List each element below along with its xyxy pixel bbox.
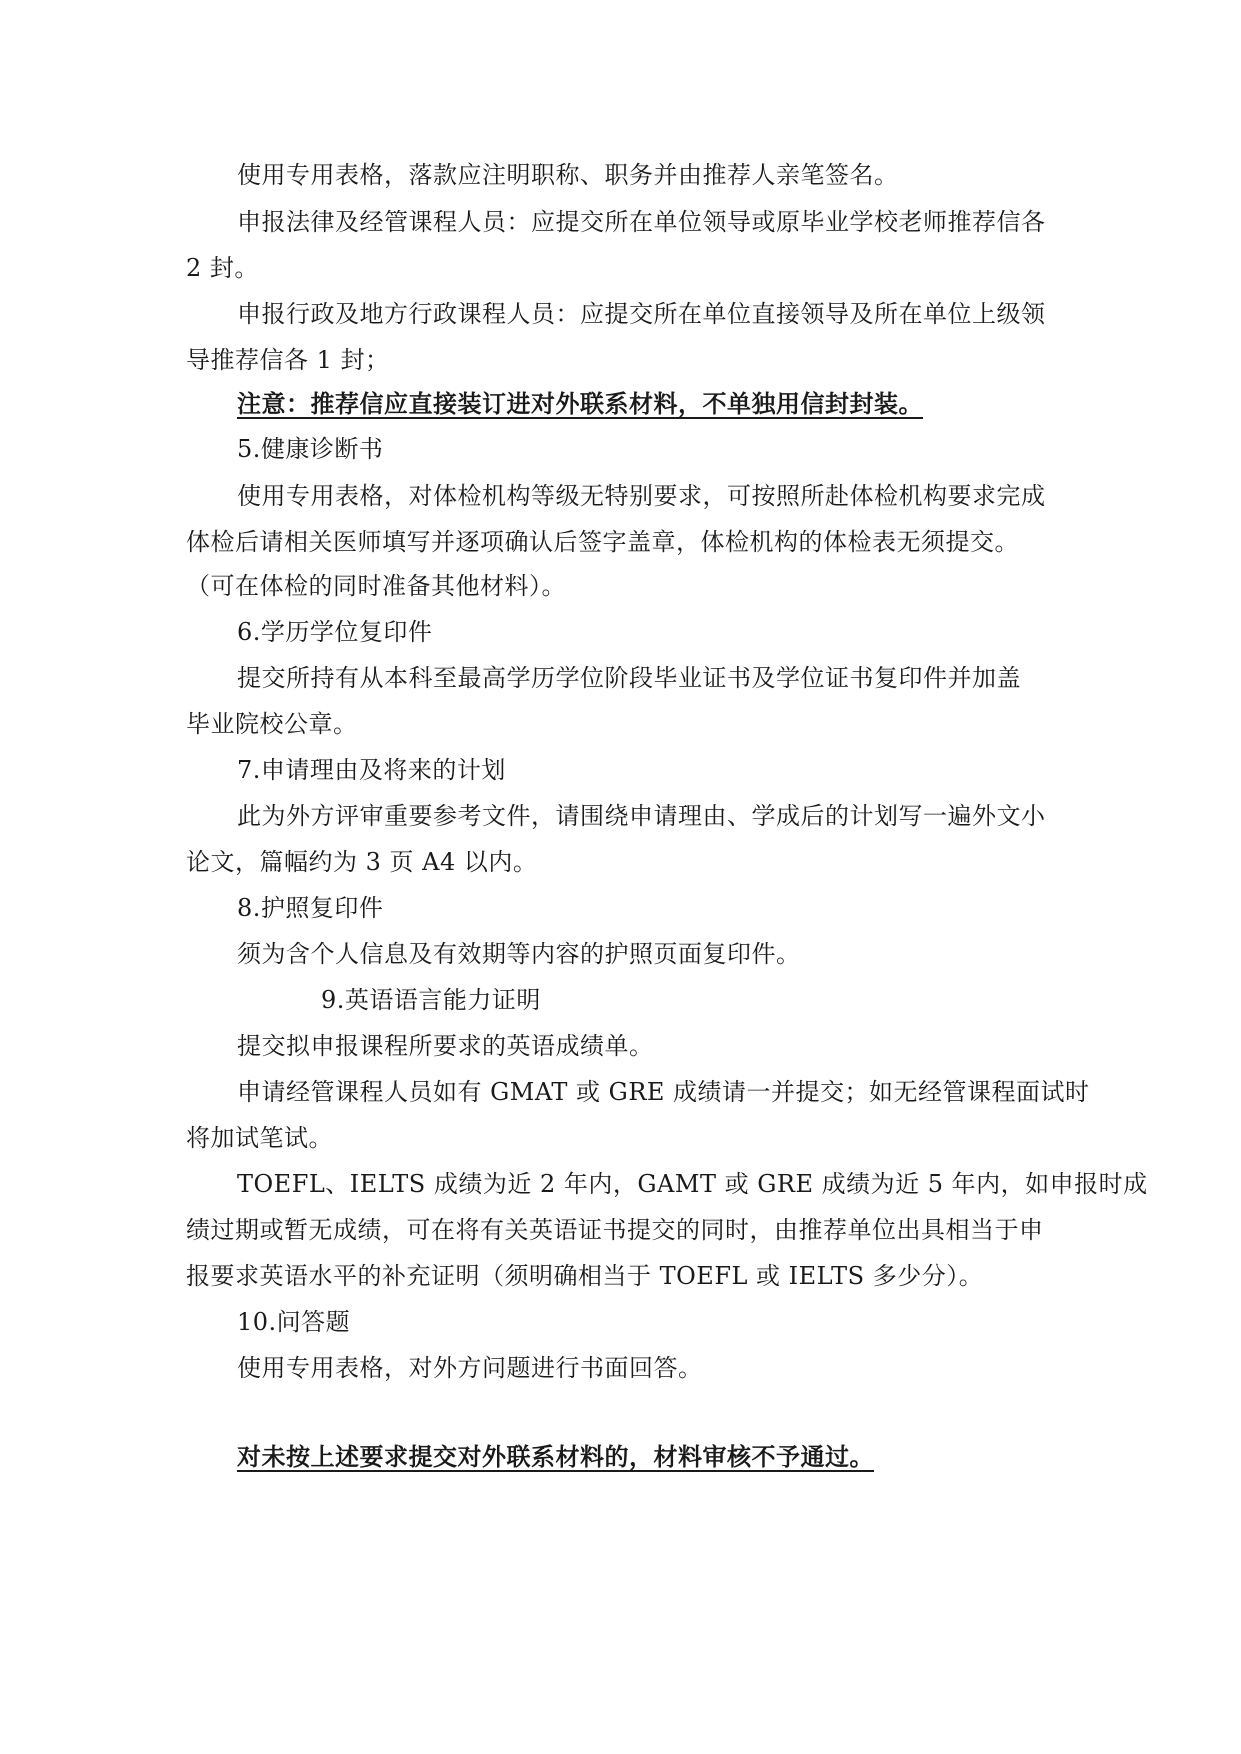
section-heading-9: 9.英语语言能力证明 xyxy=(321,986,541,1014)
section-heading-8: 8.护照复印件 xyxy=(237,894,384,922)
paragraph-line: 毕业院校公章。 xyxy=(186,710,358,738)
paragraph-line: 报要求英语水平的补充证明（须明确相当于 TOEFL 或 IELTS 多少分）。 xyxy=(186,1262,984,1290)
final-warning-note: 对未按上述要求提交对外联系材料的，材料审核不予通过。 xyxy=(237,1442,874,1471)
section-heading-10: 10.问答题 xyxy=(237,1308,351,1336)
note-recommendation-letter: 注意：推荐信应直接装订进对外联系材料，不单独用信封封装。 xyxy=(237,389,923,418)
paragraph-line: 须为含个人信息及有效期等内容的护照页面复印件。 xyxy=(237,940,801,968)
paragraph-line: 使用专用表格，对体检机构等级无特别要求，可按照所赴体检机构要求完成 xyxy=(237,482,1046,510)
paragraph-line: 申报法律及经管课程人员：应提交所在单位领导或原毕业学校老师推荐信各 xyxy=(237,208,1046,236)
paragraph-line: 体检后请相关医师填写并逐项确认后签字盖章，体检机构的体检表无须提交。 xyxy=(186,528,1019,556)
paragraph-line: 2 封。 xyxy=(186,254,259,282)
paragraph-line: （可在体检的同时准备其他材料）。 xyxy=(186,572,566,600)
paragraph-line: 此为外方评审重要参考文件，请围绕申请理由、学成后的计划写一遍外文小 xyxy=(237,802,1046,830)
paragraph-line: 提交拟申报课程所要求的英语成绩单。 xyxy=(237,1032,654,1060)
paragraph-line: 将加试笔试。 xyxy=(186,1124,333,1152)
section-heading-5: 5.健康诊断书 xyxy=(237,435,384,463)
paragraph-line: 导推荐信各 1 封； xyxy=(186,346,390,374)
paragraph-line: 使用专用表格，落款应注明职称、职务并由推荐人亲笔签名。 xyxy=(237,161,899,189)
paragraph-line: 论文，篇幅约为 3 页 A4 以内。 xyxy=(186,848,538,876)
section-heading-6: 6.学历学位复印件 xyxy=(237,618,433,646)
paragraph-line: TOEFL、IELTS 成绩为近 2 年内，GAMT 或 GRE 成绩为近 5 年内，如申报时成 xyxy=(237,1170,1148,1198)
section-heading-7: 7.申请理由及将来的计划 xyxy=(237,756,506,784)
paragraph-line: 使用专用表格，对外方问题进行书面回答。 xyxy=(237,1354,703,1382)
paragraph-line: 申报行政及地方行政课程人员：应提交所在单位直接领导及所在单位上级领 xyxy=(237,300,1046,328)
paragraph-line: 提交所持有从本科至最高学历学位阶段毕业证书及学位证书复印件并加盖 xyxy=(237,664,1021,692)
paragraph-line: 申请经管课程人员如有 GMAT 或 GRE 成绩请一并提交；如无经管课程面试时 xyxy=(237,1078,1090,1106)
paragraph-line: 绩过期或暂无成绩，可在将有关英语证书提交的同时，由推荐单位出具相当于申 xyxy=(186,1216,1044,1244)
